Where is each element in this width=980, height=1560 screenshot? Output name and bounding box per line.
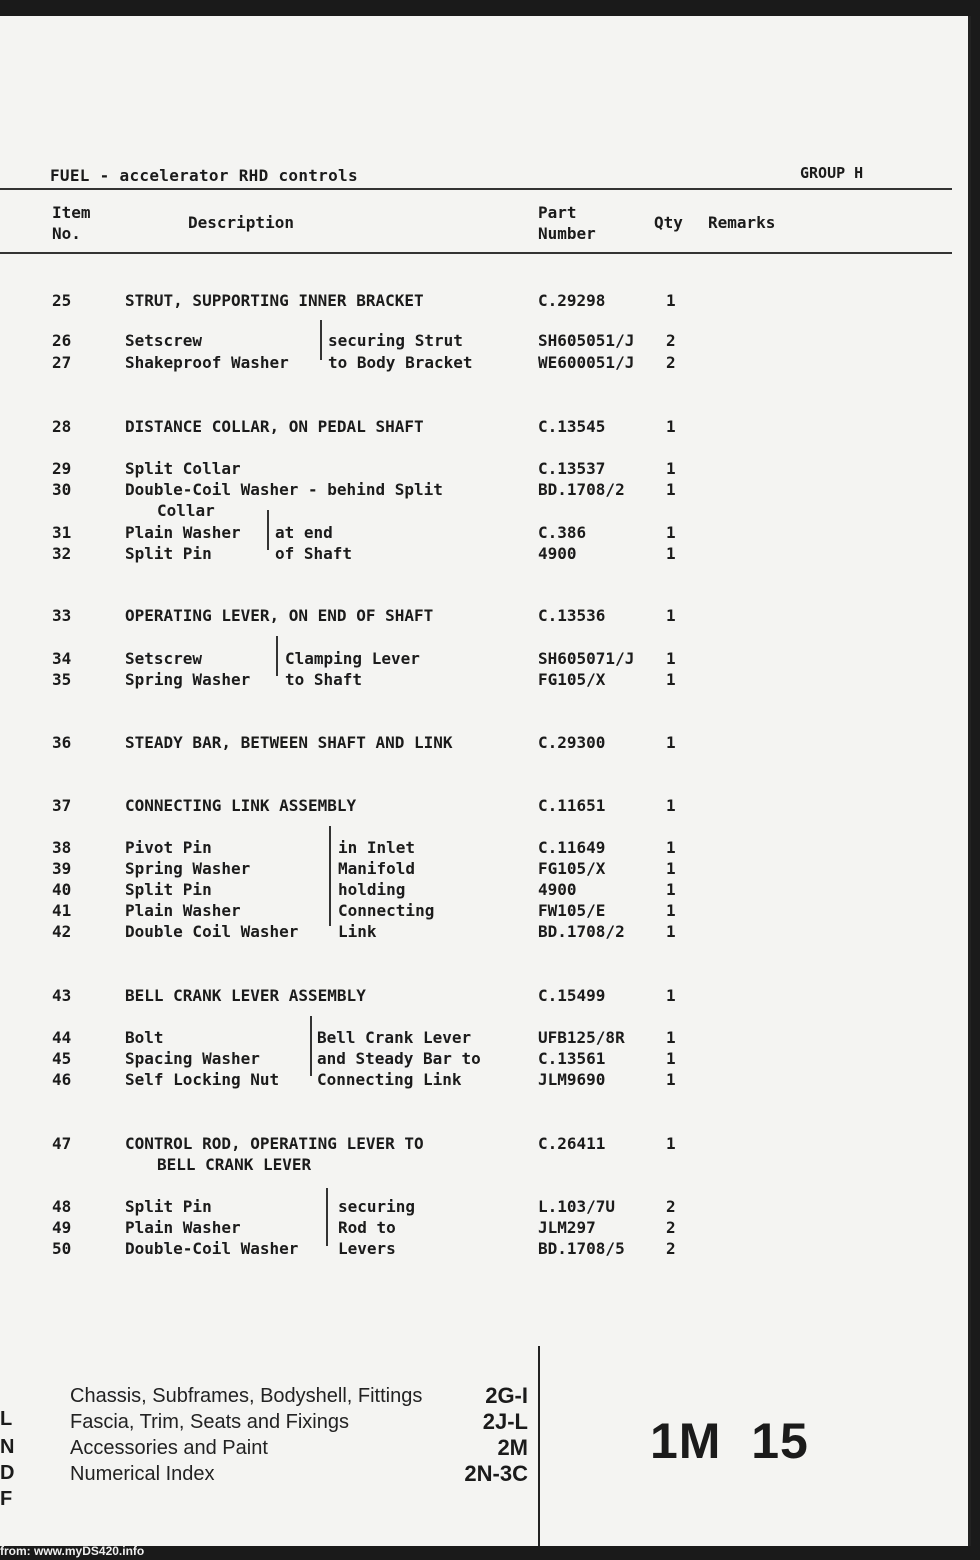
item-description: Double-Coil Washer - behind Split	[125, 480, 443, 499]
quantity: 1	[666, 1070, 676, 1089]
col-item	[52, 202, 91, 244]
col-description: Description	[188, 213, 294, 232]
index-code-2: 2J-L	[482, 1409, 528, 1434]
part-number: FG105/X	[538, 670, 606, 689]
item-location-note: of Shaft	[275, 544, 353, 563]
item-location-note: at end	[275, 523, 333, 542]
item-number: 46	[52, 1070, 72, 1089]
bracket-26-27	[320, 320, 322, 360]
quantity: 1	[666, 922, 676, 941]
side-letter-f: F	[0, 1488, 13, 1510]
page-title: FUEL - accelerator RHD controls	[50, 166, 358, 185]
part-number: 4900	[538, 880, 577, 899]
item-description: DISTANCE COLLAR, ON PEDAL SHAFT	[125, 417, 424, 436]
quantity: 1	[666, 986, 676, 1005]
quantity: 2	[666, 331, 676, 350]
bracket-44-46	[310, 1016, 312, 1076]
part-number: 4900	[538, 544, 577, 563]
col-qty: Qty	[654, 213, 683, 232]
part-number: C.13561	[538, 1049, 606, 1068]
part-number: C.15499	[538, 986, 606, 1005]
item-number: 45	[52, 1049, 72, 1068]
item-number: 41	[52, 901, 72, 920]
part-number: BD.1708/2	[538, 480, 625, 499]
item-number: 30	[52, 480, 72, 499]
quantity: 1	[666, 649, 676, 668]
col-remarks: Remarks	[708, 213, 776, 232]
quantity: 2	[666, 1239, 676, 1258]
part-number: JLM9690	[538, 1070, 606, 1089]
part-number: C.29298	[538, 291, 606, 310]
item-number: 42	[52, 922, 72, 941]
item-description: Bolt	[125, 1028, 164, 1047]
item-location-note: Link	[338, 922, 377, 941]
item-description-cont: Collar	[157, 501, 215, 520]
col-item-line1: Item	[52, 203, 91, 222]
part-number: C.29300	[538, 733, 606, 752]
item-location-note: to Shaft	[285, 670, 363, 689]
bracket-34-35	[276, 636, 278, 676]
quantity: 1	[666, 1134, 676, 1153]
item-location-note: securing Strut	[328, 331, 463, 350]
item-number: 31	[52, 523, 72, 542]
quantity: 1	[666, 291, 676, 310]
part-number: C.13536	[538, 606, 606, 625]
quantity: 1	[666, 1049, 676, 1068]
col-part-line2: Number	[538, 224, 596, 243]
quantity: 1	[666, 606, 676, 625]
col-part	[538, 202, 596, 244]
item-location-note: and Steady Bar to	[317, 1049, 481, 1068]
quantity: 1	[666, 796, 676, 815]
side-letter-l: L	[0, 1408, 13, 1430]
item-number: 27	[52, 353, 72, 372]
quantity: 2	[666, 353, 676, 372]
item-location-note: Clamping Lever	[285, 649, 420, 668]
item-location-note: Manifold	[338, 859, 416, 878]
item-description: Double-Coil Washer	[125, 1239, 299, 1258]
item-description: Spacing Washer	[125, 1049, 260, 1068]
item-description: Self Locking Nut	[125, 1070, 280, 1089]
header-rule-bottom	[0, 252, 952, 254]
item-number: 43	[52, 986, 72, 1005]
item-number: 35	[52, 670, 72, 689]
item-description: Split Pin	[125, 880, 212, 899]
part-number: C.13537	[538, 459, 606, 478]
index-footer	[0, 1361, 968, 1546]
item-number: 38	[52, 838, 72, 857]
item-location-note: to Body Bracket	[328, 353, 473, 372]
quantity: 1	[666, 733, 676, 752]
part-number: WE600051/J	[538, 353, 635, 372]
item-number: 34	[52, 649, 72, 668]
item-number: 26	[52, 331, 72, 350]
part-number: C.26411	[538, 1134, 606, 1153]
item-description: OPERATING LEVER, ON END OF SHAFT	[125, 606, 434, 625]
part-number: FG105/X	[538, 859, 606, 878]
item-description: Shakeproof Washer	[125, 353, 289, 372]
item-description: Setscrew	[125, 331, 203, 350]
index-label-3: Accessories and Paint	[70, 1437, 268, 1459]
bracket-38-42	[329, 826, 331, 926]
part-number: FW105/E	[538, 901, 606, 920]
part-number: SH605051/J	[538, 331, 635, 350]
col-item-line2: No.	[52, 224, 81, 243]
item-location-note: securing	[338, 1197, 416, 1216]
item-number: 33	[52, 606, 72, 625]
quantity: 2	[666, 1218, 676, 1237]
item-description: Spring Washer	[125, 670, 251, 689]
part-number: BD.1708/5	[538, 1239, 625, 1258]
item-description: Split Pin	[125, 1197, 212, 1216]
header-rule-top	[0, 188, 952, 190]
index-label-4: Numerical Index	[70, 1463, 215, 1485]
item-location-note: in Inlet	[338, 838, 416, 857]
quantity: 2	[666, 1197, 676, 1216]
item-description: Double Coil Washer	[125, 922, 299, 941]
part-number: SH605071/J	[538, 649, 635, 668]
item-number: 32	[52, 544, 72, 563]
part-number: C.13545	[538, 417, 606, 436]
item-description: CONNECTING LINK ASSEMBLY	[125, 796, 357, 815]
item-location-note: Levers	[338, 1239, 396, 1258]
source-credit: from: www.myDS420.info	[0, 1544, 145, 1558]
quantity: 1	[666, 459, 676, 478]
fiche-number: 1M 15	[650, 1413, 809, 1469]
part-number: UFB125/8R	[538, 1028, 625, 1047]
quantity: 1	[666, 480, 676, 499]
part-number: C.11651	[538, 796, 606, 815]
item-description-cont: BELL CRANK LEVER	[157, 1155, 312, 1174]
group-label: GROUP H	[800, 164, 864, 182]
quantity: 1	[666, 417, 676, 436]
bracket-31-32	[267, 510, 269, 550]
item-location-note: Connecting Link	[317, 1070, 462, 1089]
part-number: JLM297	[538, 1218, 596, 1237]
item-description: Plain Washer	[125, 901, 241, 920]
item-description: BELL CRANK LEVER ASSEMBLY	[125, 986, 366, 1005]
item-number: 36	[52, 733, 72, 752]
quantity: 1	[666, 880, 676, 899]
item-number: 28	[52, 417, 72, 436]
item-location-note: Rod to	[338, 1218, 396, 1237]
item-number: 50	[52, 1239, 72, 1258]
quantity: 1	[666, 838, 676, 857]
item-number: 49	[52, 1218, 72, 1237]
item-number: 25	[52, 291, 72, 310]
index-label-2: Fascia, Trim, Seats and Fixings	[70, 1411, 349, 1433]
index-code-3: 2M	[497, 1435, 528, 1460]
item-number: 47	[52, 1134, 72, 1153]
item-number: 39	[52, 859, 72, 878]
quantity: 1	[666, 523, 676, 542]
quantity: 1	[666, 670, 676, 689]
item-number: 29	[52, 459, 72, 478]
item-location-note: holding	[338, 880, 406, 899]
index-label-1: Chassis, Subframes, Bodyshell, Fittings	[70, 1385, 423, 1407]
parts-page	[0, 16, 971, 1546]
item-number: 48	[52, 1197, 72, 1216]
item-description: CONTROL ROD, OPERATING LEVER TO	[125, 1134, 424, 1153]
quantity: 1	[666, 859, 676, 878]
item-description: Setscrew	[125, 649, 203, 668]
index-code-4: 2N-3C	[464, 1461, 528, 1486]
item-location-note: Connecting	[338, 901, 435, 920]
index-code-1: 2G-I	[485, 1383, 528, 1408]
col-part-line1: Part	[538, 203, 577, 222]
part-number: L.103/7U	[538, 1197, 616, 1216]
item-description: Pivot Pin	[125, 838, 212, 857]
footer-divider	[538, 1346, 540, 1546]
quantity: 1	[666, 901, 676, 920]
side-letter-d: D	[0, 1462, 15, 1484]
item-description: Split Collar	[125, 459, 241, 478]
part-number: BD.1708/2	[538, 922, 625, 941]
item-number: 37	[52, 796, 72, 815]
item-description: STRUT, SUPPORTING INNER BRACKET	[125, 291, 424, 310]
quantity: 1	[666, 1028, 676, 1047]
item-description: STEADY BAR, BETWEEN SHAFT AND LINK	[125, 733, 453, 752]
quantity: 1	[666, 544, 676, 563]
item-description: Spring Washer	[125, 859, 251, 878]
part-number: C.11649	[538, 838, 606, 857]
bracket-48-50	[326, 1188, 328, 1246]
item-location-note: Bell Crank Lever	[317, 1028, 472, 1047]
item-description: Plain Washer	[125, 1218, 241, 1237]
item-number: 44	[52, 1028, 72, 1047]
item-description: Split Pin	[125, 544, 212, 563]
part-number: C.386	[538, 523, 587, 542]
item-number: 40	[52, 880, 72, 899]
item-description: Plain Washer	[125, 523, 241, 542]
side-letter-n: N	[0, 1436, 15, 1458]
